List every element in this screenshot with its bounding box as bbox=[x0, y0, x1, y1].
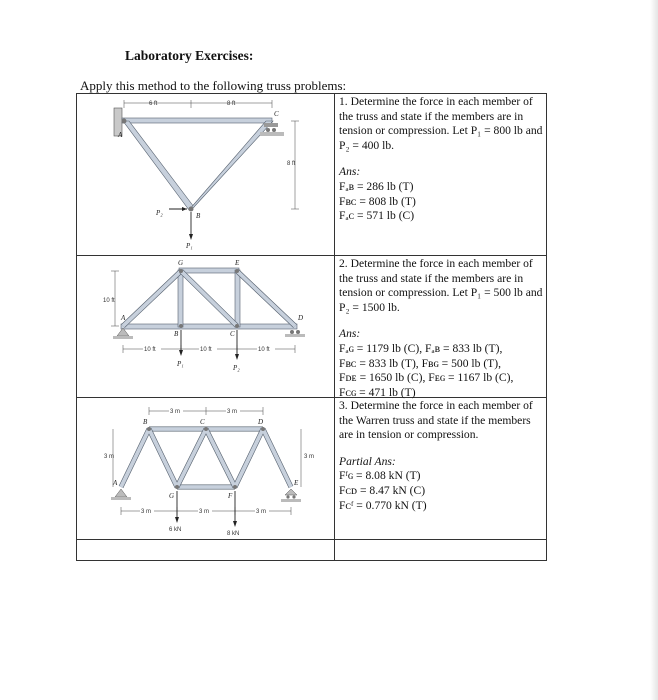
label-a: A bbox=[121, 314, 126, 322]
problem-3-figure bbox=[77, 398, 334, 539]
label-d: D bbox=[258, 418, 264, 426]
roller-support-d bbox=[290, 330, 294, 334]
problem-2-text bbox=[339, 257, 545, 399]
dim-10ft: 10 ft bbox=[144, 347, 156, 353]
table-row-divider bbox=[77, 539, 546, 540]
label-b: B bbox=[196, 212, 201, 220]
problem-3-ans-label: Partial Ans: bbox=[339, 454, 396, 468]
roller-ground bbox=[260, 132, 284, 136]
problem-3-statement: 3. Determine the force in each member of the Warren truss and state if the members are in tension or compression. bbox=[339, 399, 533, 442]
page-edge-shadow bbox=[650, 0, 658, 700]
member-ac bbox=[122, 118, 272, 123]
label-p1: P₁ bbox=[186, 242, 193, 250]
label-a: A bbox=[118, 131, 123, 139]
member-ag bbox=[123, 271, 181, 326]
support-ground bbox=[113, 336, 133, 339]
label-b: B bbox=[143, 418, 148, 426]
warren-diagonals bbox=[121, 429, 291, 487]
problem-2-answer: Fᴄɢ = 471 lb (T) bbox=[339, 385, 416, 399]
pin-a bbox=[122, 119, 127, 124]
problem-1-answer: Fₐᴄ = 571 lb (C) bbox=[339, 209, 415, 223]
load-6kn: 6 kN bbox=[169, 527, 182, 533]
member-ec bbox=[235, 270, 240, 327]
label-c: C bbox=[200, 418, 205, 426]
problem-1-answer: Fʙᴄ = 808 lb (T) bbox=[339, 194, 416, 208]
problem-2-answer: Fₐɢ = 1179 lb (C), Fₐʙ = 833 lb (T), bbox=[339, 341, 503, 355]
dim-3m: 3 m bbox=[256, 509, 267, 515]
intro-text: Apply this method to the following truss problems: bbox=[80, 78, 347, 93]
problem-3-text bbox=[339, 399, 545, 537]
label-b: B bbox=[174, 330, 179, 338]
problem-2-answer: Fʙᴄ = 833 lb (T), Fʙɢ = 500 lb (T), bbox=[339, 356, 502, 370]
member-ed bbox=[237, 271, 295, 326]
label-e: E bbox=[235, 259, 240, 267]
member-ad bbox=[121, 324, 297, 329]
label-g: G bbox=[178, 259, 184, 267]
problem-3-answer: Fᴄᴅ = 8.47 kN (C) bbox=[339, 483, 426, 497]
dim-3m: 3 m bbox=[199, 509, 210, 515]
dim-8ft-vertical: 8 ft bbox=[287, 161, 296, 167]
dim-3m-height-right: 3 m bbox=[304, 454, 315, 460]
label-e: E bbox=[294, 479, 299, 487]
dim-3m: 3 m bbox=[170, 409, 181, 415]
problem-2-ans-label: Ans: bbox=[339, 327, 361, 341]
dim-6ft: 6 ft bbox=[149, 101, 158, 107]
member-ge bbox=[179, 268, 239, 273]
dim-10ft-vertical: 10 ft bbox=[103, 298, 115, 304]
problem-1-statement: 1. Determine the force in each member of the truss and state if the members are in tension or compression. Let P₁ = 800 lb and P₂ = 400 lb. bbox=[339, 95, 543, 152]
label-a: A bbox=[113, 479, 118, 487]
problem-2-figure bbox=[77, 256, 334, 397]
page-heading: Laboratory Exercises: bbox=[125, 48, 254, 63]
problem-1-answer: Fₐʙ = 286 lb (T) bbox=[339, 179, 414, 193]
dim-8ft-horizontal: 8 ft bbox=[227, 101, 236, 107]
label-p1: P₁ bbox=[177, 360, 184, 368]
problem-1-text bbox=[339, 95, 545, 253]
dim-3m-height-left: 3 m bbox=[104, 454, 115, 460]
member-gc bbox=[181, 271, 237, 326]
label-p2: P₂ bbox=[233, 364, 240, 372]
load-8kn: 8 kN bbox=[227, 531, 240, 537]
table-column-divider bbox=[334, 94, 335, 560]
problem-3-answer: Fᴄᶠ = 0.770 kN (T) bbox=[339, 498, 427, 512]
label-f: F bbox=[228, 492, 233, 500]
exercise-table bbox=[76, 93, 547, 561]
label-d: D bbox=[298, 314, 304, 322]
problem-1-figure bbox=[77, 94, 334, 255]
member-gb bbox=[178, 270, 183, 327]
member-ab bbox=[123, 121, 194, 210]
label-g: G bbox=[169, 492, 175, 500]
pin-b bbox=[189, 207, 194, 212]
dim-10ft: 10 ft bbox=[200, 347, 212, 353]
problem-2-statement: 2. Determine the force in each member of the truss and state if the members are in tension or compression. Let P₁ = 500 lb and P₂ = 1500 lb. bbox=[339, 257, 543, 314]
label-c: C bbox=[230, 330, 235, 338]
label-p2: P₂ bbox=[156, 209, 163, 217]
problem-1-ans-label: Ans: bbox=[339, 165, 361, 179]
pin-support-a bbox=[115, 489, 127, 497]
problem-2-answer: Fᴅᴇ = 1650 lb (C), Fᴇɢ = 1167 lb (C), bbox=[339, 371, 514, 385]
roller-support-e bbox=[285, 489, 297, 495]
roller-support-c bbox=[264, 123, 278, 127]
dim-3m: 3 m bbox=[141, 509, 152, 515]
problem-3-answer: Fᶠɢ = 8.08 kN (T) bbox=[339, 469, 421, 483]
dim-3m: 3 m bbox=[227, 409, 238, 415]
dim-10ft: 10 ft bbox=[258, 347, 270, 353]
label-c: C bbox=[274, 110, 279, 118]
